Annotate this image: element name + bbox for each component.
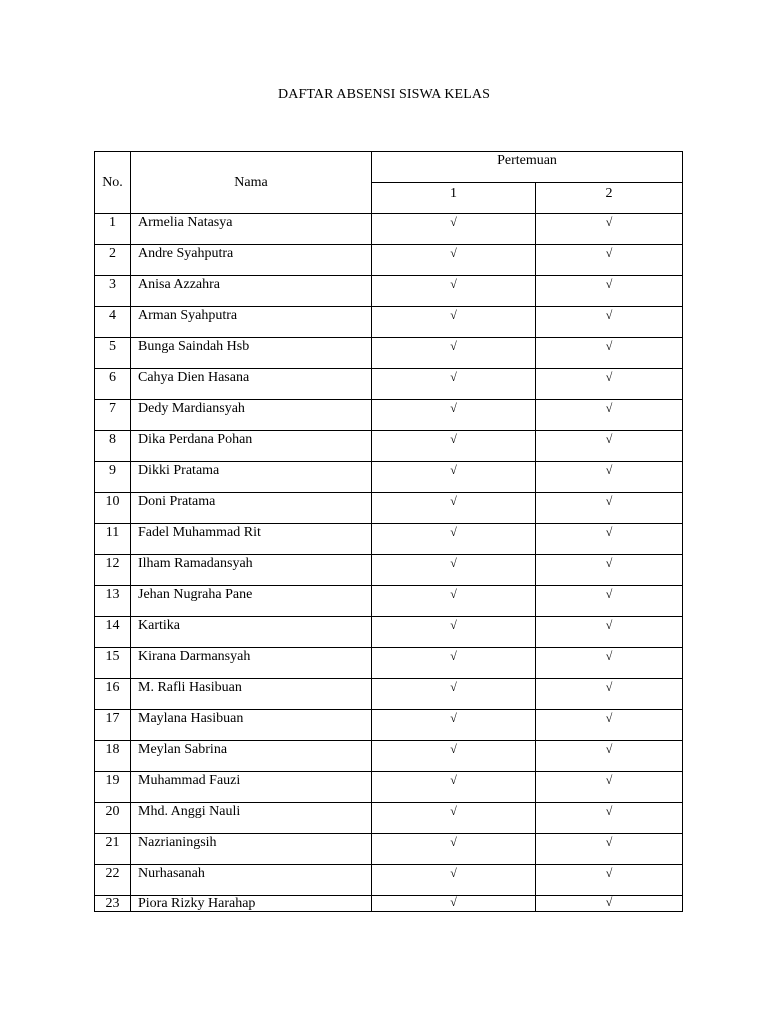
- table-body: [95, 214, 683, 912]
- attendance-mark-meeting-1: √: [372, 586, 536, 617]
- table-row: [95, 741, 683, 772]
- attendance-mark-meeting-1: √: [372, 741, 536, 772]
- attendance-mark-meeting-2: √: [536, 276, 683, 307]
- table-row: [95, 338, 683, 369]
- attendance-mark-meeting-1: √: [372, 834, 536, 865]
- attendance-mark-meeting-2: √: [536, 400, 683, 431]
- attendance-mark-meeting-2: √: [536, 462, 683, 493]
- student-name: M. Rafli Hasibuan: [131, 679, 372, 710]
- attendance-mark-meeting-2: √: [536, 617, 683, 648]
- attendance-mark-meeting-2: √: [536, 431, 683, 462]
- table-row: [95, 369, 683, 400]
- attendance-mark-meeting-1: √: [372, 276, 536, 307]
- student-name: Dika Perdana Pohan: [131, 431, 372, 462]
- attendance-mark-meeting-1: √: [372, 400, 536, 431]
- student-name: Doni Pratama: [131, 493, 372, 524]
- attendance-mark-meeting-1: √: [372, 431, 536, 462]
- attendance-mark-meeting-1: √: [372, 772, 536, 803]
- attendance-mark-meeting-2: √: [536, 803, 683, 834]
- attendance-mark-meeting-2: √: [536, 865, 683, 896]
- student-name: Cahya Dien Hasana: [131, 369, 372, 400]
- attendance-mark-meeting-2: √: [536, 586, 683, 617]
- row-number: 5: [95, 338, 131, 369]
- row-number: 13: [95, 586, 131, 617]
- attendance-mark-meeting-2: √: [536, 214, 683, 245]
- table-row: [95, 524, 683, 555]
- attendance-mark-meeting-2: √: [536, 648, 683, 679]
- row-number: 6: [95, 369, 131, 400]
- row-number: 15: [95, 648, 131, 679]
- row-number: 3: [95, 276, 131, 307]
- student-name: Anisa Azzahra: [131, 276, 372, 307]
- row-number: 7: [95, 400, 131, 431]
- table-row: [95, 803, 683, 834]
- attendance-mark-meeting-2: √: [536, 679, 683, 710]
- row-number: 2: [95, 245, 131, 276]
- student-name: Ilham Ramadansyah: [131, 555, 372, 586]
- row-number: 9: [95, 462, 131, 493]
- row-number: 18: [95, 741, 131, 772]
- table-row: [95, 245, 683, 276]
- row-number: 20: [95, 803, 131, 834]
- table-row: [95, 710, 683, 741]
- attendance-mark-meeting-2: √: [536, 741, 683, 772]
- row-number: 22: [95, 865, 131, 896]
- student-name: Armelia Natasya: [131, 214, 372, 245]
- column-header-name: Nama: [131, 152, 372, 214]
- student-name: Dedy Mardiansyah: [131, 400, 372, 431]
- table-row: [95, 772, 683, 803]
- row-number: 16: [95, 679, 131, 710]
- attendance-mark-meeting-1: √: [372, 679, 536, 710]
- student-name: Arman Syahputra: [131, 307, 372, 338]
- attendance-mark-meeting-1: √: [372, 245, 536, 276]
- table-row: [95, 400, 683, 431]
- attendance-mark-meeting-1: √: [372, 338, 536, 369]
- student-name: Dikki Pratama: [131, 462, 372, 493]
- row-number: 11: [95, 524, 131, 555]
- table-row: [95, 431, 683, 462]
- student-name: Bunga Saindah Hsb: [131, 338, 372, 369]
- column-header-meeting-1: 1: [372, 183, 536, 214]
- table-row: [95, 555, 683, 586]
- table-row: [95, 214, 683, 245]
- table-row: [95, 462, 683, 493]
- attendance-mark-meeting-2: √: [536, 710, 683, 741]
- student-name: Nazrianingsih: [131, 834, 372, 865]
- row-number: 23: [95, 896, 131, 912]
- table-row: [95, 834, 683, 865]
- student-name: Muhammad Fauzi: [131, 772, 372, 803]
- attendance-mark-meeting-1: √: [372, 865, 536, 896]
- row-number: 8: [95, 431, 131, 462]
- student-name: Jehan Nugraha Pane: [131, 586, 372, 617]
- attendance-mark-meeting-2: √: [536, 555, 683, 586]
- attendance-mark-meeting-2: √: [536, 245, 683, 276]
- column-header-no: No.: [95, 152, 131, 214]
- attendance-mark-meeting-1: √: [372, 524, 536, 555]
- student-name: Maylana Hasibuan: [131, 710, 372, 741]
- row-number: 4: [95, 307, 131, 338]
- attendance-mark-meeting-1: √: [372, 617, 536, 648]
- attendance-mark-meeting-1: √: [372, 462, 536, 493]
- student-name: Kartika: [131, 617, 372, 648]
- attendance-mark-meeting-1: √: [372, 214, 536, 245]
- table-row: [95, 617, 683, 648]
- attendance-table: [94, 151, 683, 912]
- row-number: 14: [95, 617, 131, 648]
- student-name: Andre Syahputra: [131, 245, 372, 276]
- student-name: Meylan Sabrina: [131, 741, 372, 772]
- row-number: 1: [95, 214, 131, 245]
- attendance-mark-meeting-1: √: [372, 493, 536, 524]
- table-row: [95, 896, 683, 912]
- table-header-row: [95, 152, 683, 183]
- column-header-meeting-group: Pertemuan: [372, 152, 683, 183]
- table-row: [95, 307, 683, 338]
- page-title: DAFTAR ABSENSI SISWA KELAS: [278, 87, 490, 102]
- table-row: [95, 493, 683, 524]
- table-row: [95, 865, 683, 896]
- table-row: [95, 648, 683, 679]
- attendance-mark-meeting-2: √: [536, 834, 683, 865]
- student-name: Kirana Darmansyah: [131, 648, 372, 679]
- table-row: [95, 276, 683, 307]
- attendance-mark-meeting-2: √: [536, 896, 683, 912]
- row-number: 12: [95, 555, 131, 586]
- attendance-mark-meeting-1: √: [372, 803, 536, 834]
- student-name: Fadel Muhammad Rit: [131, 524, 372, 555]
- attendance-mark-meeting-2: √: [536, 369, 683, 400]
- student-name: Nurhasanah: [131, 865, 372, 896]
- attendance-mark-meeting-1: √: [372, 555, 536, 586]
- attendance-mark-meeting-1: √: [372, 307, 536, 338]
- attendance-mark-meeting-2: √: [536, 772, 683, 803]
- attendance-mark-meeting-2: √: [536, 524, 683, 555]
- attendance-mark-meeting-1: √: [372, 369, 536, 400]
- row-number: 17: [95, 710, 131, 741]
- column-header-meeting-2: 2: [536, 183, 683, 214]
- row-number: 10: [95, 493, 131, 524]
- row-number: 21: [95, 834, 131, 865]
- attendance-mark-meeting-2: √: [536, 493, 683, 524]
- attendance-mark-meeting-1: √: [372, 710, 536, 741]
- attendance-mark-meeting-2: √: [536, 338, 683, 369]
- table-row: [95, 586, 683, 617]
- table-row: [95, 679, 683, 710]
- attendance-mark-meeting-2: √: [536, 307, 683, 338]
- attendance-mark-meeting-1: √: [372, 896, 536, 912]
- student-name: Mhd. Anggi Nauli: [131, 803, 372, 834]
- student-name: Piora Rizky Harahap: [131, 896, 372, 912]
- row-number: 19: [95, 772, 131, 803]
- attendance-mark-meeting-1: √: [372, 648, 536, 679]
